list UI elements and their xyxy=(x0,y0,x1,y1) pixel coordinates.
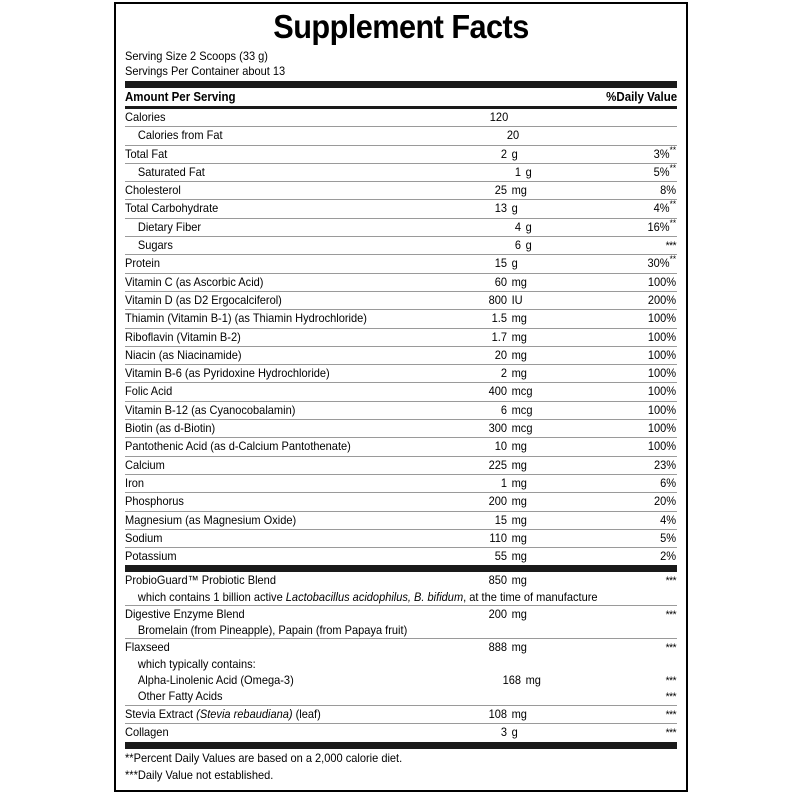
nutrient-unit: mg xyxy=(511,512,527,527)
nutrient-amount: 400 xyxy=(488,384,507,399)
supplement-facts-panel xyxy=(114,2,688,792)
flaxseed-block xyxy=(125,639,677,705)
nutrient-name: Potassium xyxy=(125,549,177,564)
nutrient-row xyxy=(125,109,677,126)
daily-value: *** xyxy=(665,691,677,704)
daily-value: 16%** xyxy=(647,217,677,234)
nutrient-row xyxy=(125,457,677,474)
nutrient-name: Niacin (as Niacinamide) xyxy=(125,347,242,362)
nutrient-row xyxy=(125,475,677,492)
nutrient-amount: 60 xyxy=(494,274,507,289)
blend-block xyxy=(125,572,677,605)
nutrient-name: Dietary Fiber xyxy=(137,219,202,234)
nutrient-name: Thiamin (Vitamin B-1) (as Thiamin Hydrochloride) xyxy=(125,311,367,326)
nutrient-unit: mg xyxy=(511,366,527,381)
nutrient-amount: 168 xyxy=(502,672,521,687)
nutrient-row xyxy=(125,572,677,589)
amount-per-serving-label: Amount Per Serving xyxy=(125,90,236,104)
nutrient-name: Riboflavin (Vitamin B-2) xyxy=(125,329,241,344)
daily-value: 100% xyxy=(647,329,677,344)
nutrient-row xyxy=(125,493,677,510)
nutrient-amount: 20 xyxy=(506,128,520,143)
nutrient-row xyxy=(125,347,677,364)
nutrient-amount: 200 xyxy=(488,494,507,509)
nutrient-name: Calories xyxy=(125,110,166,124)
nutrient-name: Protein xyxy=(125,256,160,271)
nutrient-amount: 1.7 xyxy=(491,329,507,344)
daily-value: 100% xyxy=(647,421,677,436)
nutrient-unit: g xyxy=(525,219,532,234)
nutrient-name: Total Fat xyxy=(125,146,168,161)
nutrient-row xyxy=(125,237,677,254)
nutrient-name: Alpha-Linolenic Acid (Omega-3) xyxy=(137,672,294,687)
nutrient-unit: mg xyxy=(511,573,527,588)
nutrient-unit: mg xyxy=(511,706,527,721)
nutrient-unit: g xyxy=(511,146,518,161)
nutrient-name: Cholesterol xyxy=(125,183,181,198)
nutrient-row xyxy=(125,164,677,181)
nutrient-amount: 6 xyxy=(514,238,521,253)
divider-thick-bottom xyxy=(125,742,677,749)
nutrient-name: Sodium xyxy=(125,530,163,545)
nutrient-amount: 800 xyxy=(488,292,507,307)
nutrient-unit: g xyxy=(525,238,532,253)
nutrient-unit: g xyxy=(511,201,518,216)
nutrient-row xyxy=(125,329,677,346)
nutrient-row xyxy=(125,548,677,565)
blend-description: Bromelain (from Pineapple), Papain (from Papaya fruit) xyxy=(137,623,408,638)
serving-size: Serving Size 2 Scoops (33 g) xyxy=(125,49,268,63)
nutrient-rows xyxy=(125,109,677,565)
nutrient-amount: 2 xyxy=(500,146,507,161)
daily-value: 100% xyxy=(647,384,677,399)
nutrient-unit: mg xyxy=(511,606,527,621)
daily-value: *** xyxy=(665,240,677,253)
nutrient-row xyxy=(125,127,677,144)
nutrient-row xyxy=(125,383,677,400)
nutrient-amount: 108 xyxy=(488,706,507,721)
nutrient-unit: mg xyxy=(525,672,541,687)
nutrient-name: Magnesium (as Magnesium Oxide) xyxy=(125,512,297,527)
daily-value: 100% xyxy=(647,402,677,417)
nutrient-row xyxy=(125,182,677,199)
daily-value: *** xyxy=(665,575,677,588)
nutrient-name: Other Fatty Acids xyxy=(137,689,223,704)
daily-value: 2% xyxy=(660,549,677,564)
flaxseed-sub-label: which typically contains: xyxy=(137,656,256,671)
nutrient-name: Saturated Fat xyxy=(137,164,205,179)
daily-value: 6% xyxy=(660,475,677,490)
nutrient-name: Calories from Fat xyxy=(137,128,223,143)
nutrient-name: Vitamin D (as D2 Ergocalciferol) xyxy=(125,292,282,307)
flaxseed-sub-row xyxy=(125,688,677,705)
nutrient-amount: 10 xyxy=(494,439,507,454)
nutrient-row xyxy=(125,606,677,623)
nutrient-amount: 15 xyxy=(494,512,507,527)
nutrient-name: Calcium xyxy=(125,457,165,472)
nutrient-unit: g xyxy=(525,164,532,179)
daily-value: 100% xyxy=(647,347,677,362)
nutrient-name: Stevia Extract (Stevia rebaudiana) (leaf) xyxy=(125,706,321,721)
nutrient-unit: mg xyxy=(511,183,527,198)
nutrient-row xyxy=(125,402,677,419)
divider-thick-blends xyxy=(125,565,677,572)
nutrient-row xyxy=(125,274,677,291)
nutrient-row xyxy=(125,146,677,163)
daily-value: 200% xyxy=(647,292,677,307)
nutrient-amount: 55 xyxy=(494,549,507,564)
nutrient-row xyxy=(125,512,677,529)
daily-value: 5%** xyxy=(653,162,677,179)
nutrient-row xyxy=(125,438,677,455)
nutrient-row xyxy=(125,639,677,656)
nutrient-name: Folic Acid xyxy=(125,384,173,399)
daily-value: 100% xyxy=(647,439,677,454)
nutrient-unit: mcg xyxy=(511,421,533,436)
nutrient-unit: g xyxy=(511,725,518,740)
nutrient-row xyxy=(125,365,677,382)
nutrient-unit: mg xyxy=(511,457,527,472)
daily-value: 4%** xyxy=(653,199,677,216)
nutrient-amount: 1.5 xyxy=(491,311,507,326)
nutrient-row xyxy=(125,530,677,547)
nutrient-unit: mg xyxy=(511,274,527,289)
daily-value: 8% xyxy=(660,183,677,198)
nutrient-unit: mg xyxy=(511,494,527,509)
nutrient-unit: mcg xyxy=(511,402,533,417)
flaxseed-sub-row xyxy=(125,672,677,689)
nutrient-unit: mg xyxy=(511,640,527,655)
blend-block xyxy=(125,606,677,639)
nutrient-unit: mg xyxy=(511,439,527,454)
daily-value: *** xyxy=(665,708,677,721)
nutrient-amount: 3 xyxy=(500,725,507,740)
nutrient-name: Pantothenic Acid (as d-Calcium Pantothenate) xyxy=(125,439,351,454)
nutrient-row xyxy=(125,219,677,236)
footnote-percent-daily-value: **Percent Daily Values are based on a 2,000 calorie diet. xyxy=(125,750,403,765)
nutrient-name: Sugars xyxy=(137,238,173,253)
daily-value: 3%** xyxy=(653,144,677,161)
nutrient-name: Vitamin B-6 (as Pyridoxine Hydrochloride) xyxy=(125,366,330,381)
nutrient-amount: 4 xyxy=(514,219,521,234)
nutrient-unit: IU xyxy=(511,292,523,307)
nutrient-unit: mg xyxy=(511,347,527,362)
nutrient-amount: 888 xyxy=(488,640,507,655)
divider-thick-top xyxy=(125,81,677,88)
nutrient-amount: 15 xyxy=(494,256,507,271)
nutrient-row xyxy=(125,706,677,723)
nutrient-row xyxy=(125,200,677,217)
nutrient-amount: 2 xyxy=(500,366,507,381)
nutrient-unit: mg xyxy=(511,475,527,490)
daily-value: *** xyxy=(665,642,677,655)
daily-value-label: %Daily Value xyxy=(606,90,677,104)
nutrient-name: Digestive Enzyme Blend xyxy=(125,606,245,621)
nutrient-unit: mg xyxy=(511,311,527,326)
nutrient-row xyxy=(125,292,677,309)
nutrient-unit: mg xyxy=(511,329,527,344)
blend-rows xyxy=(125,572,677,741)
nutrient-amount: 1 xyxy=(514,164,521,179)
nutrient-amount: 850 xyxy=(488,573,507,588)
nutrient-name: Vitamin B-12 (as Cyanocobalamin) xyxy=(125,402,296,417)
nutrient-unit: mg xyxy=(511,530,527,545)
nutrient-amount: 6 xyxy=(500,402,507,417)
footnote-daily-value-not-established: ***Daily Value not established. xyxy=(125,768,274,783)
daily-value: *** xyxy=(665,674,677,687)
nutrient-row xyxy=(125,420,677,437)
daily-value: 100% xyxy=(647,274,677,289)
nutrient-name: Phosphorus xyxy=(125,494,184,509)
daily-value: 20% xyxy=(653,494,677,509)
nutrient-name: Total Carbohydrate xyxy=(125,201,219,216)
nutrient-amount: 300 xyxy=(488,421,507,436)
nutrient-amount: 20 xyxy=(494,347,507,362)
daily-value: 100% xyxy=(647,311,677,326)
nutrient-row xyxy=(125,255,677,272)
daily-value: 5% xyxy=(660,530,677,545)
nutrient-amount: 225 xyxy=(488,457,507,472)
nutrient-amount: 25 xyxy=(494,183,507,198)
page-title: Supplement Facts xyxy=(273,8,529,45)
nutrient-name: Biotin (as d-Biotin) xyxy=(125,421,216,436)
nutrient-amount: 1 xyxy=(500,475,507,490)
nutrient-amount: 200 xyxy=(488,606,507,621)
nutrient-row xyxy=(125,310,677,327)
nutrient-amount: 13 xyxy=(494,201,507,216)
daily-value: 23% xyxy=(653,457,677,472)
nutrient-amount: 110 xyxy=(489,530,507,545)
nutrient-name: ProbioGuard™ Probiotic Blend xyxy=(125,573,276,588)
nutrient-unit: mg xyxy=(511,549,527,564)
daily-value: *** xyxy=(665,727,677,740)
daily-value: *** xyxy=(665,608,677,621)
nutrient-name: Vitamin C (as Ascorbic Acid) xyxy=(125,274,264,289)
nutrient-amount: 120 xyxy=(489,110,509,124)
daily-value: 30%** xyxy=(647,254,677,271)
nutrient-unit: mcg xyxy=(511,384,533,399)
daily-value: 4% xyxy=(660,512,677,527)
daily-value: 100% xyxy=(647,366,677,381)
servings-per-container: Servings Per Container about 13 xyxy=(125,63,286,78)
nutrient-unit: g xyxy=(511,256,518,271)
blend-description: which contains 1 billion active Lactobacillus acidophilus, B. bifidum, at the time of manufacture xyxy=(137,589,598,604)
amount-per-serving-header-row xyxy=(125,88,677,106)
nutrient-name: Iron xyxy=(125,475,145,490)
nutrient-name: Flaxseed xyxy=(125,640,170,655)
nutrient-name: Collagen xyxy=(125,725,169,740)
